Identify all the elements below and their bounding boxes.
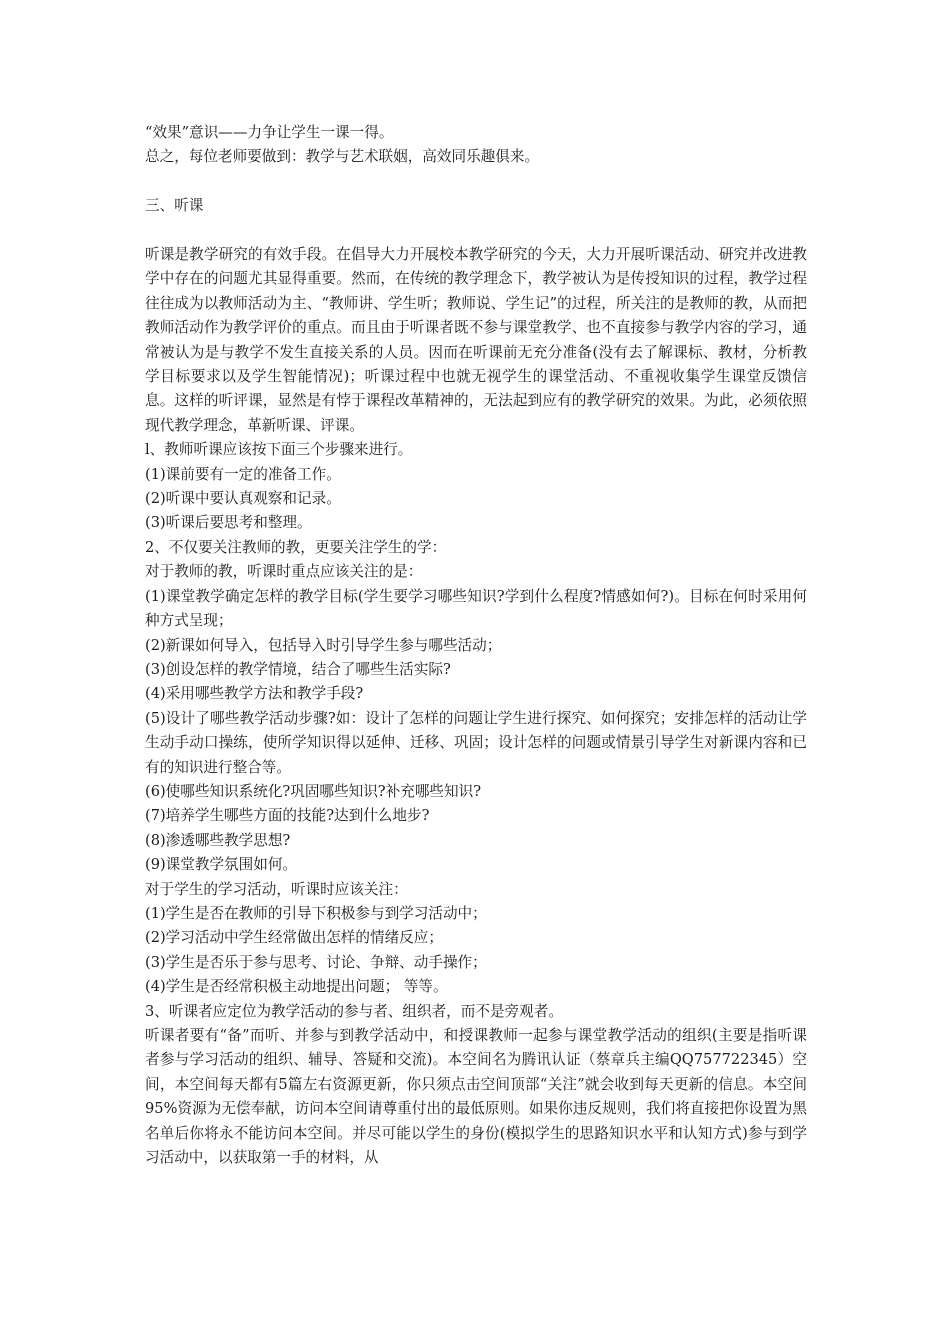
section-heading: 三、听课	[145, 197, 204, 215]
intro-line-2: 总之，每位老师要做到：教学与艺术联姻，高效同乐趣俱来。	[145, 148, 540, 166]
document-page	[145, 121, 807, 1170]
list-item: (9)课堂教学氛围如何。	[145, 856, 298, 874]
intro-line-1: “效果”意识——力争让学生一课一得。	[145, 124, 394, 141]
paragraph-intro: 听课是教学研究的有效手段。在倡导大力开展校本教学研究的今天，大力开展听课活动、研究并改进教学中存在的问题尤其显得重要。然而，在传统的教学理念下，教学被认为是传授知识的过程，教学过程往往成为以教师活动为主、“教师讲、学生听；教师说、学生记”的过程，所关注的是教师的教，从而把教师活动作为教学评价的重点。而且由于听课者既不参与课堂教学、也不直接参与教学内容的学习，通常被认为是与教学不发生直接关系的人员。因而在听课前无充分准备(没有去了解课标、教材，分析教学目标要求以及学生智能情况)；听课过程中也就无视学生的课堂活动、不重视收集学生课堂反馈信息。这样的听评课，显然是有悖于课程改革精神的，无法起到应有的教学研究的效果。为此，必须依照现代教学理念，革新听课、评课。	[145, 246, 807, 434]
sub-heading-teacher: 对于教师的教，听课时重点应该关注的是：	[145, 563, 423, 581]
list-item: (2)学习活动中学生经常做出怎样的情绪反应；	[145, 929, 443, 947]
list-item: (3)学生是否乐于参与思考、讨论、争辩、动手操作；	[145, 953, 487, 971]
list-item: (8)渗透哪些教学思想?	[145, 831, 291, 849]
list-heading-1: l、教师听课应该按下面三个步骤来进行。	[145, 441, 413, 459]
list-item: (2)新课如何导入，包括导入时引导学生参与哪些活动；	[145, 636, 502, 654]
sub-heading-student: 对于学生的学习活动，听课时应该关注：	[145, 880, 408, 898]
list-item: (3)创设怎样的教学情境，结合了哪些生活实际?	[145, 660, 451, 678]
list-item: (1)课堂教学确定怎样的教学目标(学生要学习哪些知识?学到什么程度?情感如何?)。目标在何时采用何种方式呈现；	[145, 587, 807, 630]
list-item: (1)学生是否在教师的引导下积极参与到学习活动中；	[145, 904, 487, 922]
list-item: (7)培养学生哪些方面的技能?达到什么地步?	[145, 807, 430, 825]
list-item: (3)听课后要思考和整理。	[145, 514, 312, 532]
list-item: (4)采用哪些教学方法和教学手段?	[145, 685, 364, 703]
paragraph-final: 听课者要有“备”而听、并参与到教学活动中，和授课教师一起参与课堂教学活动的组织(主要是指听课者参与学习活动的组织、辅导、答疑和交流)。本空间名为腾讯认证（蔡章兵主编QQ757722345）空间，本空间每天都有5篇左右资源更新，你只须点击空间顶部“关注”就会收到每天更新的信息。本空间95%资源为无偿奉献，访问本空间请尊重付出的最低原则。如果你违反规则，我们将直接把你设置为黑名单后你将永不能访问本空间。并尽可能以学生的身份(模拟学生的思路知识水平和认知方式)参与到学习活动中，以获取第一手的材料，从	[145, 1027, 807, 1167]
list-item: (4)学生是否经常积极主动地提出问题； 等等。	[145, 978, 448, 996]
list-heading-3: 3、听课者应定位为教学活动的参与者、组织者，而不是旁观者。	[145, 1002, 563, 1020]
list-heading-2: 2、不仅要关注教师的教，更要关注学生的学：	[145, 538, 447, 556]
list-item: (2)听课中要认真观察和记录。	[145, 490, 341, 508]
list-item: (5)设计了哪些教学活动步骤?如：设计了怎样的问题让学生进行探究、如何探究；安排怎样的活动让学生动手动口操练，使所学知识得以延伸、迁移、巩固；设计怎样的问题或情景引导学生对新课内容和已有的知识进行整合等。	[145, 709, 807, 776]
blank-line	[145, 170, 807, 194]
blank-line	[145, 219, 807, 243]
list-item: (6)使哪些知识系统化?巩固哪些知识?补充哪些知识?	[145, 782, 482, 800]
list-item: (1)课前要有一定的准备工作。	[145, 465, 341, 483]
